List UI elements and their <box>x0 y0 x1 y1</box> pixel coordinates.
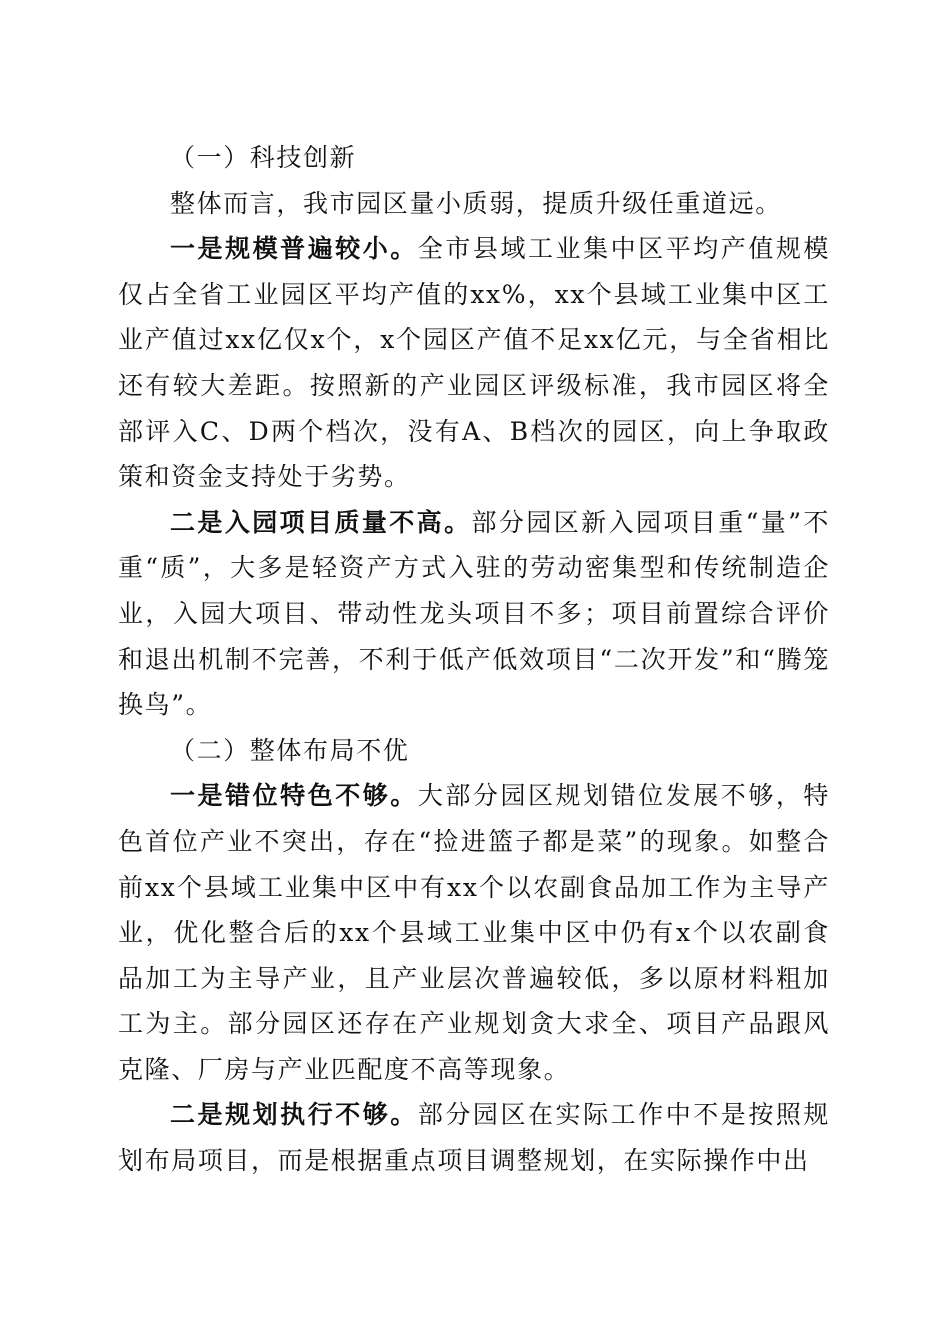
section-1-point-1-lead: 一是规模普遍较小。 <box>170 234 418 264</box>
section-1-heading: （一）科技创新 <box>170 143 357 172</box>
section-1-point-2 <box>118 500 830 728</box>
section-2-point-1-text: 大部分园区规划错位发展不够，特色首位产业不突出，存在“捡进篮子都是菜”的现象。如整合前xx个县域工业集中区中有xx个以农副食品加工作为主导产业，优化整合后的xx个县域工业集中区中仍有x个以农副食品加工为主导产业，且产业层次普遍较低，多以原材料粗加工为主。部分园区还存在产业规划贪大求全、项目产品跟风克隆、厂房与产业匹配度不高等现象。 <box>118 781 830 1084</box>
section-2-point-2-text: 部分园区在实际工作中不是按照规划布局项目，而是根据重点项目调整规划，在实际操作中出 <box>118 1100 830 1176</box>
section-1-point-1-text: 全市县域工业集中区平均产值规模仅占全省工业园区平均产值的xx%，xx个县域工业集中区工业产值过xx亿仅x个，x个园区产值不足xx亿元，与全省相比还有较大差距。按照新的产业园区评级标准，我市园区将全部评入C、D两个档次，没有A、B档次的园区，向上争取政策和资金支持处于劣势。 <box>118 234 830 492</box>
section-2-point-1-lead: 一是错位特色不够。 <box>170 781 418 811</box>
section-1-point-1 <box>118 226 830 500</box>
section-2-heading: （二）整体布局不优 <box>170 735 410 765</box>
section-2-point-1 <box>118 773 830 1092</box>
section-1-point-2-text: 部分园区新入园项目重“量”不重“质”，大多是轻资产方式入驻的劳动密集型和传统制造企业，入园大项目、带动性龙头项目不多；项目前置综合评价和退出机制不完善，不利于低产低效项目“二次开发”和“腾笼换鸟”。 <box>118 507 830 720</box>
section-1-intro: 整体而言，我市园区量小质弱，提质升级任重道远。 <box>170 188 782 218</box>
section-1-point-2-lead: 二是入园项目质量不高。 <box>170 507 472 537</box>
section-2-point-2 <box>118 1092 830 1183</box>
document-page <box>118 135 830 1184</box>
section-2-point-2-lead: 二是规划执行不够。 <box>170 1100 418 1130</box>
